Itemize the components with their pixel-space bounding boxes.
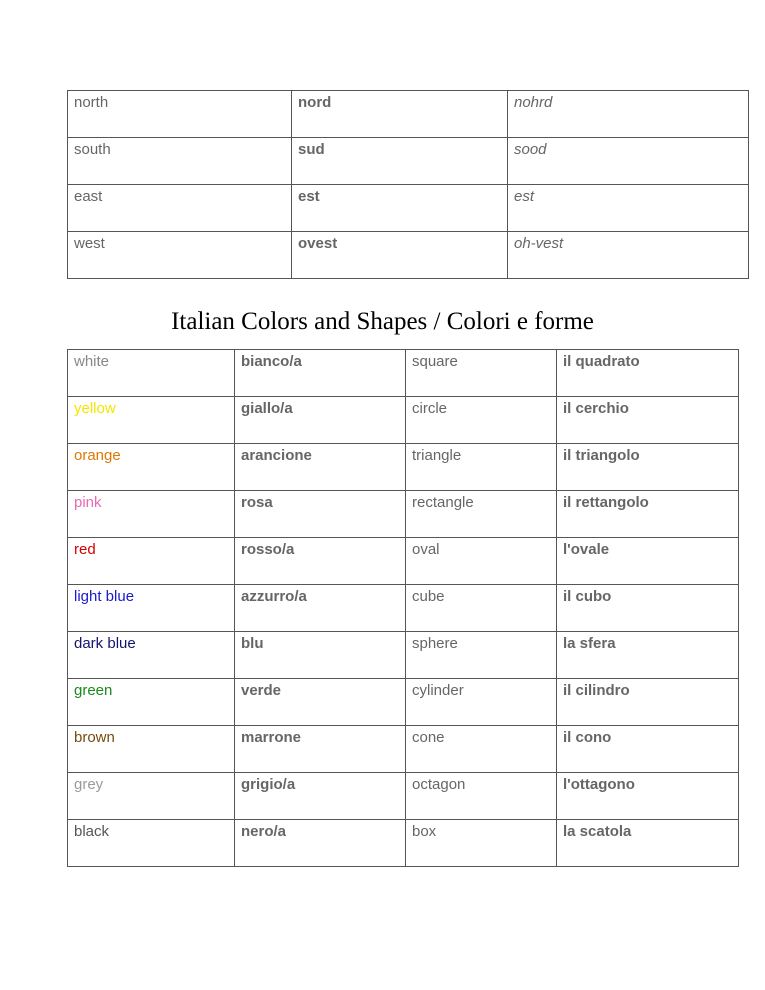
color-english-cell: brown (68, 726, 235, 773)
english-cell: east (68, 185, 292, 232)
english-cell: south (68, 138, 292, 185)
english-cell: west (68, 232, 292, 279)
colors-shapes-table (67, 349, 739, 867)
color-italian-cell: grigio/a (235, 773, 406, 820)
shape-italian-cell: il quadrato (557, 350, 739, 397)
shape-italian-cell: l'ottagono (557, 773, 739, 820)
italian-cell: est (292, 185, 508, 232)
pronunciation-cell: nohrd (508, 91, 749, 138)
shape-english-cell: cube (406, 585, 557, 632)
color-english-cell: yellow (68, 397, 235, 444)
color-italian-cell: azzurro/a (235, 585, 406, 632)
table-row (68, 679, 739, 726)
shape-english-cell: rectangle (406, 491, 557, 538)
shape-english-cell: box (406, 820, 557, 867)
shape-english-cell: circle (406, 397, 557, 444)
table-row (68, 820, 739, 867)
color-english-cell: orange (68, 444, 235, 491)
pronunciation-cell: oh-vest (508, 232, 749, 279)
italian-cell: ovest (292, 232, 508, 279)
table-row (68, 138, 749, 185)
table-row (68, 491, 739, 538)
color-italian-cell: verde (235, 679, 406, 726)
shape-italian-cell: la sfera (557, 632, 739, 679)
shape-italian-cell: il triangolo (557, 444, 739, 491)
english-cell: north (68, 91, 292, 138)
shape-italian-cell: il cilindro (557, 679, 739, 726)
shape-italian-cell: il cerchio (557, 397, 739, 444)
shape-english-cell: square (406, 350, 557, 397)
color-italian-cell: bianco/a (235, 350, 406, 397)
color-english-cell: dark blue (68, 632, 235, 679)
shape-italian-cell: il cubo (557, 585, 739, 632)
shape-italian-cell: l'ovale (557, 538, 739, 585)
table-row (68, 773, 739, 820)
table-row (68, 585, 739, 632)
color-english-cell: green (68, 679, 235, 726)
color-english-cell: white (68, 350, 235, 397)
section-title: Italian Colors and Shapes / Colori e forme (171, 308, 594, 335)
pronunciation-cell: est (508, 185, 749, 232)
table-row (68, 726, 739, 773)
table-row (68, 91, 749, 138)
shape-english-cell: cylinder (406, 679, 557, 726)
italian-cell: sud (292, 138, 508, 185)
color-italian-cell: nero/a (235, 820, 406, 867)
table-row (68, 397, 739, 444)
color-english-cell: grey (68, 773, 235, 820)
italian-cell: nord (292, 91, 508, 138)
shape-italian-cell: il cono (557, 726, 739, 773)
color-english-cell: red (68, 538, 235, 585)
shape-english-cell: cone (406, 726, 557, 773)
table-row (68, 350, 739, 397)
table-row (68, 232, 749, 279)
color-english-cell: black (68, 820, 235, 867)
color-english-cell: pink (68, 491, 235, 538)
color-italian-cell: arancione (235, 444, 406, 491)
table-row (68, 538, 739, 585)
directions-table (67, 90, 749, 279)
table-row (68, 185, 749, 232)
shape-english-cell: octagon (406, 773, 557, 820)
table-row (68, 632, 739, 679)
shape-italian-cell: la scatola (557, 820, 739, 867)
color-italian-cell: rosso/a (235, 538, 406, 585)
color-italian-cell: marrone (235, 726, 406, 773)
shape-english-cell: sphere (406, 632, 557, 679)
shape-english-cell: oval (406, 538, 557, 585)
shape-italian-cell: il rettangolo (557, 491, 739, 538)
pronunciation-cell: sood (508, 138, 749, 185)
color-english-cell: light blue (68, 585, 235, 632)
shape-english-cell: triangle (406, 444, 557, 491)
color-italian-cell: giallo/a (235, 397, 406, 444)
color-italian-cell: rosa (235, 491, 406, 538)
table-row (68, 444, 739, 491)
color-italian-cell: blu (235, 632, 406, 679)
